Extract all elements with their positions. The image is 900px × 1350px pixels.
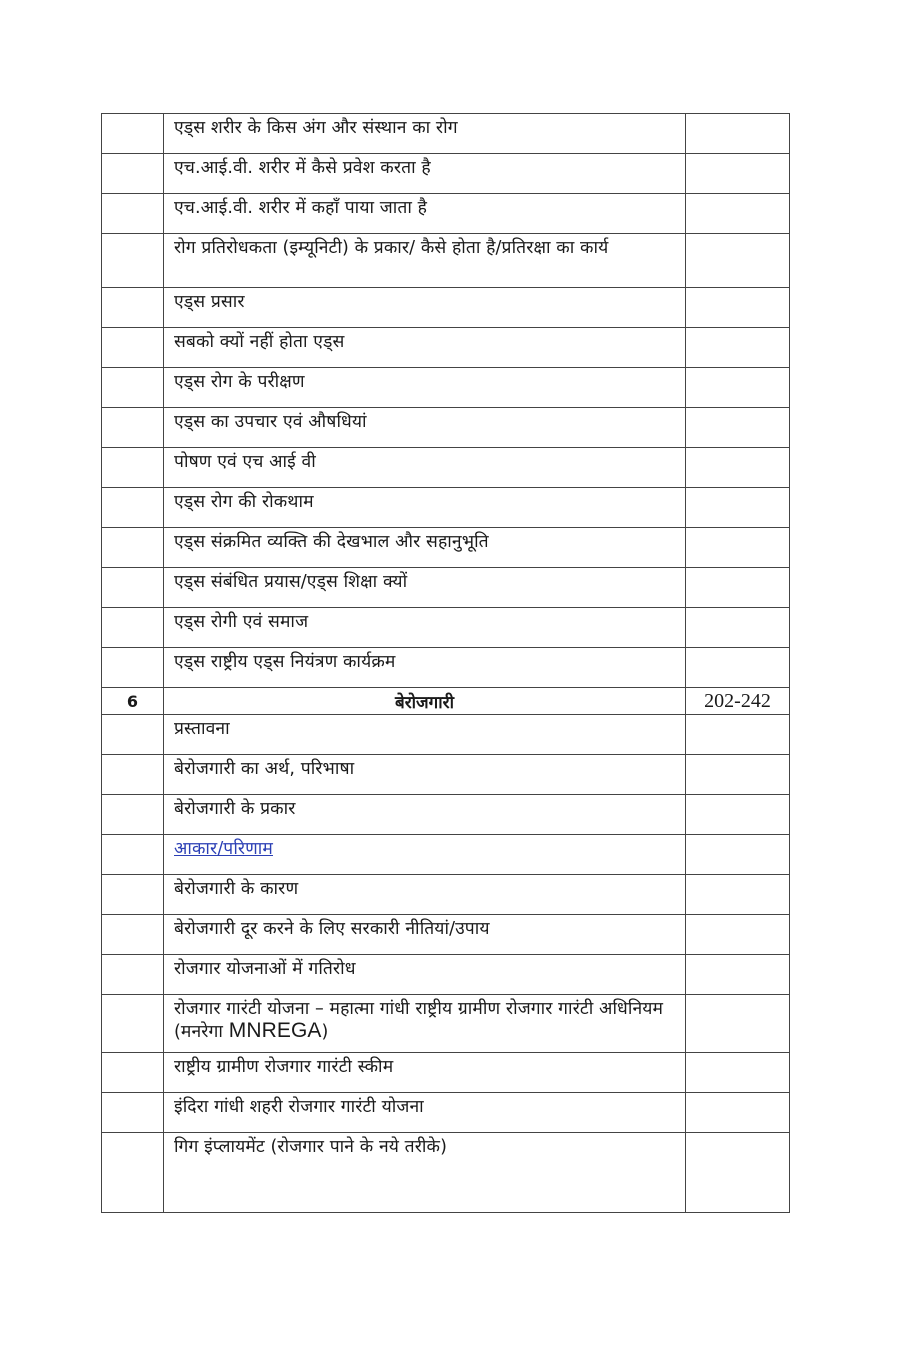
- chapter-number-cell: [102, 194, 164, 234]
- topic-cell: बेरोजगारी दूर करने के लिए सरकारी नीतियां/उपाय: [164, 915, 686, 955]
- page-range-cell: [686, 568, 790, 608]
- table-row: [102, 288, 790, 328]
- chapter-number-cell: [102, 608, 164, 648]
- table-row: [102, 194, 790, 234]
- chapter-number-cell: [102, 528, 164, 568]
- topic-cell: इंदिरा गांधी शहरी रोजगार गारंटी योजना: [164, 1093, 686, 1133]
- chapter-number-cell: [102, 1093, 164, 1133]
- topic-cell: राष्ट्रीय ग्रामीण रोजगार गारंटी स्कीम: [164, 1053, 686, 1093]
- chapter-number-cell: [102, 1133, 164, 1213]
- page-range-cell: [686, 488, 790, 528]
- topic-cell: एड्स संक्रमित व्यक्ति की देखभाल और सहानुभूति: [164, 528, 686, 568]
- page-range-cell: [686, 154, 790, 194]
- page-range-cell: [686, 368, 790, 408]
- table-row: [102, 955, 790, 995]
- table-row: [102, 1093, 790, 1133]
- topic-cell: [164, 835, 686, 875]
- table-row: [102, 755, 790, 795]
- chapter-number-cell: [102, 955, 164, 995]
- table-row: [102, 114, 790, 154]
- page-range-cell: [686, 608, 790, 648]
- table-row: [102, 408, 790, 448]
- page-range-cell: [686, 114, 790, 154]
- page-range-cell: [686, 915, 790, 955]
- chapter-number-cell: [102, 995, 164, 1053]
- topic-cell: बेरोजगारी के प्रकार: [164, 795, 686, 835]
- table-row: [102, 328, 790, 368]
- topic-cell: रोग प्रतिरोधकता (इम्यूनिटी) के प्रकार/ कैसे होता है/प्रतिरक्षा का कार्य: [164, 234, 686, 288]
- chapter-page-range: 202-242: [686, 688, 790, 715]
- chapter-number-cell: [102, 835, 164, 875]
- topic-text: रोजगार गारंटी योजना – महात्मा गांधी राष्ट्रीय ग्रामीण रोजगार गारंटी अधिनियम (मनरेगा: [174, 999, 664, 1042]
- topic-cell: एच.आई.वी. शरीर में कैसे प्रवेश करता है: [164, 154, 686, 194]
- page-range-cell: [686, 835, 790, 875]
- table-row: [102, 915, 790, 955]
- page-range-cell: [686, 328, 790, 368]
- topic-cell: प्रस्तावना: [164, 715, 686, 755]
- table-row: [102, 715, 790, 755]
- page-range-cell: [686, 528, 790, 568]
- contents-table: [101, 113, 790, 1213]
- page-range-cell: [686, 408, 790, 448]
- topic-cell: एड्स रोग की रोकथाम: [164, 488, 686, 528]
- chapter-title: बेरोजगारी: [164, 688, 686, 715]
- topic-cell: एच.आई.वी. शरीर में कहाँ पाया जाता है: [164, 194, 686, 234]
- page-range-cell: [686, 875, 790, 915]
- topic-cell: बेरोजगारी का अर्थ, परिभाषा: [164, 755, 686, 795]
- page-range-cell: [686, 1053, 790, 1093]
- chapter-number-cell: [102, 234, 164, 288]
- table-row: [102, 995, 790, 1053]
- chapter-number-cell: [102, 448, 164, 488]
- chapter-number-cell: [102, 715, 164, 755]
- chapter-heading-row: [102, 688, 790, 715]
- table-row: [102, 835, 790, 875]
- table-row: [102, 568, 790, 608]
- chapter-number-cell: [102, 114, 164, 154]
- page-range-cell: [686, 795, 790, 835]
- table-row: [102, 648, 790, 688]
- topic-cell: पोषण एवं एच आई वी: [164, 448, 686, 488]
- chapter-number-cell: [102, 1053, 164, 1093]
- chapter-number-cell: [102, 154, 164, 194]
- topic-cell: एड्स राष्ट्रीय एड्स नियंत्रण कार्यक्रम: [164, 648, 686, 688]
- table-row: [102, 154, 790, 194]
- topic-cell: एड्स शरीर के किस अंग और संस्थान का रोग: [164, 114, 686, 154]
- topic-cell: बेरोजगारी के कारण: [164, 875, 686, 915]
- chapter-number-cell: [102, 328, 164, 368]
- page-range-cell: [686, 194, 790, 234]
- topic-cell: [164, 995, 686, 1053]
- topic-cell: एड्स संबंधित प्रयास/एड्स शिक्षा क्यों: [164, 568, 686, 608]
- table-row: [102, 608, 790, 648]
- chapter-number-cell: [102, 795, 164, 835]
- page-range-cell: [686, 648, 790, 688]
- table-row: [102, 528, 790, 568]
- topic-cell: एड्स का उपचार एवं औषधियां: [164, 408, 686, 448]
- topic-cell: एड्स रोग के परीक्षण: [164, 368, 686, 408]
- topic-cell: एड्स रोगी एवं समाज: [164, 608, 686, 648]
- page-range-cell: [686, 448, 790, 488]
- page-range-cell: [686, 1133, 790, 1213]
- page-range-cell: [686, 715, 790, 755]
- table-row: [102, 875, 790, 915]
- chapter-number: 6: [102, 688, 164, 715]
- page-range-cell: [686, 1093, 790, 1133]
- table-row: [102, 1053, 790, 1093]
- chapter-number-cell: [102, 368, 164, 408]
- chapter-number-cell: [102, 568, 164, 608]
- topic-acronym: MNREGA: [228, 1019, 322, 1042]
- table-row: [102, 234, 790, 288]
- chapter-number-cell: [102, 915, 164, 955]
- chapter-number-cell: [102, 408, 164, 448]
- topic-cell: गिग इंप्लायमेंट (रोजगार पाने के नये तरीके): [164, 1133, 686, 1213]
- topic-cell: एड्स प्रसार: [164, 288, 686, 328]
- chapter-number-cell: [102, 288, 164, 328]
- topic-cell: रोजगार योजनाओं में गतिरोध: [164, 955, 686, 995]
- table-row: [102, 488, 790, 528]
- page-range-cell: [686, 234, 790, 288]
- page-range-cell: [686, 995, 790, 1053]
- topic-closing-paren: ): [321, 1022, 329, 1042]
- table-row: [102, 448, 790, 488]
- topic-link[interactable]: आकार/परिणाम: [174, 839, 273, 859]
- chapter-number-cell: [102, 488, 164, 528]
- table-row: [102, 795, 790, 835]
- page-range-cell: [686, 955, 790, 995]
- page-range-cell: [686, 755, 790, 795]
- chapter-number-cell: [102, 648, 164, 688]
- chapter-number-cell: [102, 875, 164, 915]
- table-row: [102, 368, 790, 408]
- chapter-number-cell: [102, 755, 164, 795]
- page-range-cell: [686, 288, 790, 328]
- topic-cell: सबको क्यों नहीं होता एड्स: [164, 328, 686, 368]
- table-row: [102, 1133, 790, 1213]
